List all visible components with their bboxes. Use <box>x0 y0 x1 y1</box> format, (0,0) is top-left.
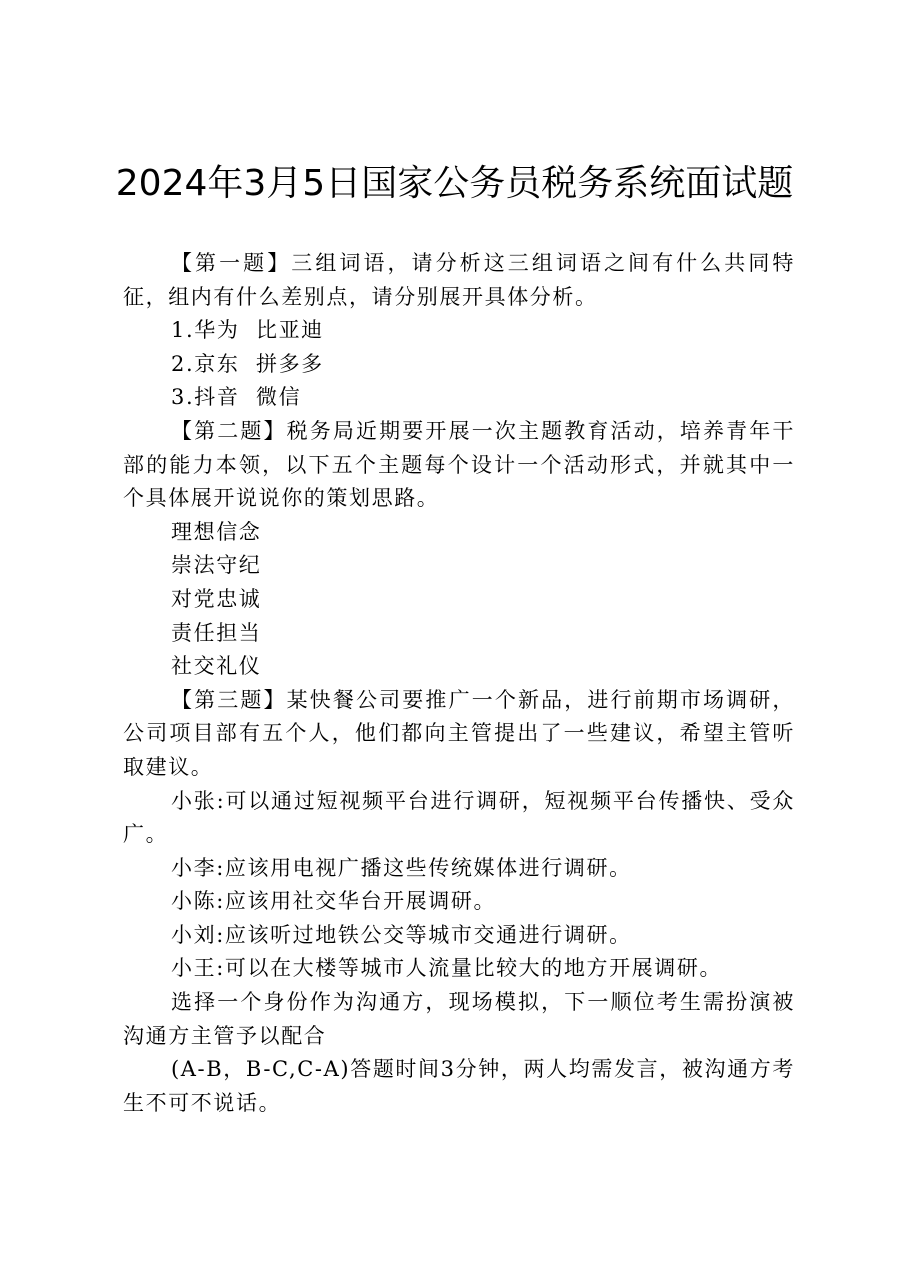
question-2-theme-3: 对党忠诚 <box>171 586 262 611</box>
question-1-prompt: 【第一题】三组词语，请分析这三组词语之间有什么共同特征，组内有什么差别点，请分别展开具体分析。 <box>123 251 795 309</box>
question-2-theme-2: 崇法守纪 <box>171 553 262 578</box>
question-3-suggestion-zhang: 小张:可以通过短视频平台进行调研，短视频平台传播快、受众广。 <box>123 788 795 847</box>
question-3-suggestion-liu: 小刘:应该听过地铁公交等城市交通进行调研。 <box>171 922 632 947</box>
question-3-rules: (A-B，B-C,C-A)答题时间3分钟，两人均需发言，被沟通方考生不可不说话。 <box>123 1057 795 1115</box>
question-3-prompt: 【第三题】某快餐公司要推广一个新品，进行前期市场调研，公司项目部有五个人，他们都向主管提出了一些建议，希望主管听取建议。 <box>123 687 795 779</box>
question-3-suggestion-chen: 小陈:应该用社交华台开展调研。 <box>171 889 497 914</box>
question-2-theme-1: 理想信念 <box>171 519 262 544</box>
question-1-group-3: 3.抖音 微信 <box>171 385 302 410</box>
question-3-task: 选择一个身份作为沟通方，现场模拟，下一顺位考生需扮演被沟通方主管予以配合 <box>123 990 795 1048</box>
question-3-suggestion-li: 小李:应该用电视广播这些传统媒体进行调研。 <box>171 855 632 880</box>
question-2-theme-4: 责任担当 <box>171 620 262 645</box>
question-1-group-2: 2.京东 拼多多 <box>171 351 324 376</box>
document-body <box>123 247 795 1120</box>
question-1-group-1: 1.华为 比亚迪 <box>171 318 324 343</box>
question-3-suggestion-wang: 小王:可以在大楼等城市人流量比较大的地方开展调研。 <box>171 956 723 981</box>
question-2-theme-5: 社交礼仪 <box>171 654 262 679</box>
document-title: 2024年3月5日国家公务员税务系统面试题 <box>115 163 794 204</box>
question-2-prompt: 【第二题】税务局近期要开展一次主题教育活动，培养青年干部的能力本领，以下五个主题每个设计一个活动形式，并就其中一个具体展开说说你的策划思路。 <box>123 418 795 511</box>
